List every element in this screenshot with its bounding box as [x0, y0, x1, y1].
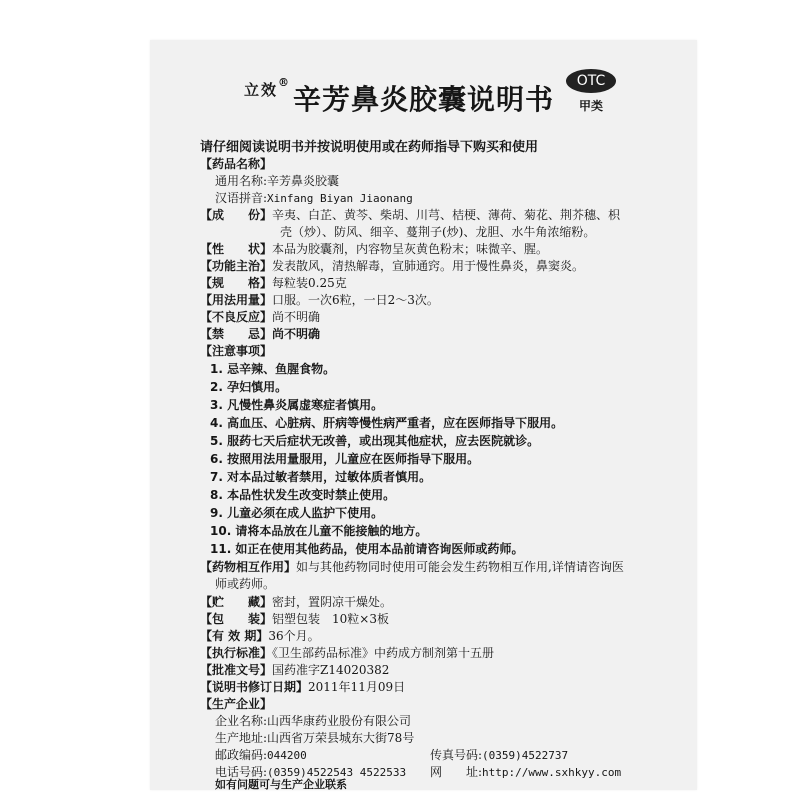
phone-row: 电话号码:(0359)4522543 4522533	[215, 765, 407, 779]
brand-logo: 立效®	[244, 76, 290, 99]
precaution-item: 9. 儿童必须在成人监护下使用。	[210, 506, 384, 520]
properties-row: 【性 状】本品为胶囊剂，内容物呈灰黄色粉末；味微辛、腥。	[200, 242, 549, 256]
precaution-item: 10. 请将本品放在儿童不能接触的地方。	[210, 524, 428, 538]
precaution-item: 2. 孕妇慎用。	[210, 380, 288, 394]
precaution-item: 7. 对本品过敏者禁用，过敏体质者慎用。	[210, 470, 432, 484]
ingredients-row-cont: 壳（炒）、防风、细辛、蔓荆子(炒)、龙胆、水牛角浓缩粉。	[280, 225, 596, 239]
precaution-item: 6. 按照用法用量服用，儿童应在医师指导下服用。	[210, 452, 480, 466]
intro-text: 请仔细阅读说明书并按说明使用或在药师指导下购买和使用	[200, 140, 539, 155]
validity-row: 【有 效 期】36个月。	[200, 629, 320, 643]
storage-row: 【贮 藏】密封，置阴凉干燥处。	[200, 595, 393, 609]
otc-class-label: 甲类	[579, 99, 604, 113]
precaution-item: 1. 忌辛辣、鱼腥食物。	[210, 362, 336, 376]
company-row: 企业名称:山西华康药业股份有限公司	[215, 714, 412, 728]
section-manufacturer: 【生产企业】	[200, 697, 273, 711]
approval-row: 【批准文号】国药准字Z14020382	[200, 663, 390, 677]
contact-footer: 如有问题可与生产企业联系	[215, 778, 347, 791]
ingredients-row: 【成 份】辛夷、白芷、黄芩、柴胡、川芎、桔梗、薄荷、菊花、荆芥穗、枳	[200, 208, 621, 222]
precaution-item: 3. 凡慢性鼻炎属虚寒症者慎用。	[210, 398, 384, 412]
common-name-row: 通用名称:辛芳鼻炎胶囊	[215, 174, 340, 188]
revision-row: 【说明书修订日期】2011年11月09日	[200, 680, 406, 694]
postcode-row: 邮政编码:044200	[215, 748, 307, 762]
interactions-row: 【药物相互作用】如与其他药物同时使用可能会发生药物相互作用,详情请咨询医	[200, 560, 624, 574]
standard-row: 【执行标准】《卫生部药品标准》中药成方制剂第十五册	[200, 646, 495, 660]
section-precautions: 【注意事项】	[200, 344, 273, 358]
specification-row: 【规 格】每粒装0.25克	[200, 276, 347, 290]
precaution-item: 11. 如正在使用其他药品，使用本品前请咨询医师或药师。	[210, 542, 524, 556]
section-drug-name: 【药品名称】	[200, 157, 273, 171]
document-title: 辛芳鼻炎胶囊说明书	[293, 83, 555, 116]
indications-row: 【功能主治】发表散风，清热解毒，宣肺通窍。用于慢性鼻炎，鼻窦炎。	[200, 259, 585, 273]
contraindications-row: 【禁 忌】尚不明确	[200, 327, 321, 341]
fax-row: 传真号码:(0359)4522737	[430, 748, 569, 762]
package-row: 【包 装】铝塑包装 10粒×3板	[200, 612, 389, 626]
dosage-row: 【用法用量】口服。一次6粒，一日2～3次。	[200, 293, 439, 307]
adverse-row: 【不良反应】尚不明确	[200, 310, 321, 324]
precaution-item: 4. 高血压、心脏病、肝病等慢性病严重者，应在医师指导下服用。	[210, 416, 564, 430]
precaution-item: 8. 本品性状发生改变时禁止使用。	[210, 488, 396, 502]
interactions-row-cont: 师或药师。	[215, 577, 276, 591]
pinyin-row: 汉语拼音:Xinfang Biyan Jiaonang	[215, 191, 413, 205]
otc-badge: OTC	[566, 69, 616, 93]
address-row: 生产地址:山西省万荣县城东大街78号	[215, 731, 415, 745]
web-row: 网 址:http://www.sxhkyy.com	[430, 765, 622, 779]
precaution-item: 5. 服药七天后症状无改善，或出现其他症状，应去医院就诊。	[210, 434, 540, 448]
